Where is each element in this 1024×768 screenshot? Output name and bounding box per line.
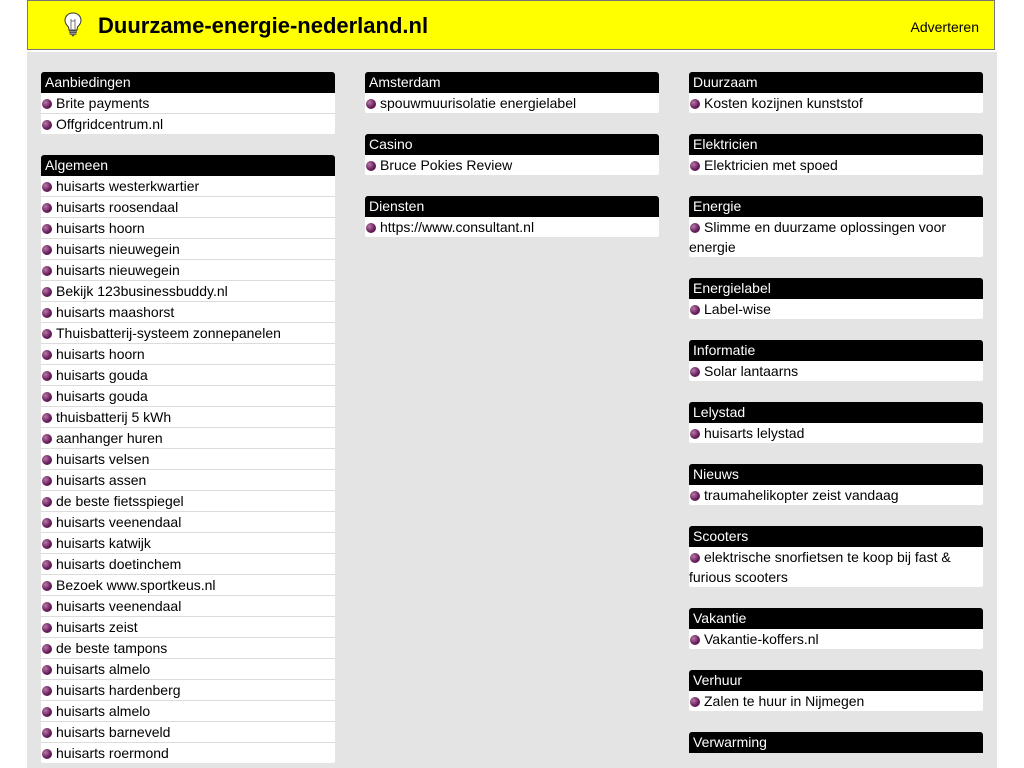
bullet-icon bbox=[366, 161, 376, 171]
bullet-icon bbox=[42, 707, 52, 717]
category-link-label: traumahelikopter zeist vandaag bbox=[704, 487, 899, 503]
category-link-list bbox=[689, 485, 983, 505]
category-link-list bbox=[689, 155, 983, 175]
category-link-label: huisarts roermond bbox=[56, 745, 169, 761]
category-link[interactable] bbox=[41, 428, 335, 449]
category-title: Duurzaam bbox=[689, 72, 983, 93]
category-link[interactable] bbox=[41, 218, 335, 239]
category-link-label: huisarts almelo bbox=[56, 661, 151, 677]
category-link-label: Thuisbatterij-systeem zonnepanelen bbox=[56, 325, 281, 341]
bullet-icon bbox=[690, 99, 700, 109]
category-link-label: elektrische snorfietsen te koop bij fast & furious scooters bbox=[689, 549, 951, 585]
main-content bbox=[27, 52, 997, 768]
category-box bbox=[41, 155, 335, 763]
category-link[interactable] bbox=[41, 533, 335, 554]
category-box bbox=[365, 72, 659, 113]
category-link[interactable] bbox=[41, 701, 335, 722]
category-title: Diensten bbox=[365, 196, 659, 217]
category-box bbox=[689, 732, 983, 753]
bullet-icon bbox=[42, 497, 52, 507]
category-link-label: Solar lantaarns bbox=[704, 363, 799, 379]
category-title: Vakantie bbox=[689, 608, 983, 629]
bullet-icon bbox=[366, 223, 376, 233]
bullet-icon bbox=[690, 305, 700, 315]
category-link[interactable] bbox=[689, 217, 983, 257]
category-link[interactable] bbox=[41, 365, 335, 386]
category-box bbox=[689, 670, 983, 711]
bullet-icon bbox=[42, 182, 52, 192]
category-link-list bbox=[689, 691, 983, 711]
category-link-label: huisarts doetinchem bbox=[56, 556, 182, 572]
category-link[interactable] bbox=[41, 239, 335, 260]
bullet-icon bbox=[42, 476, 52, 486]
category-link[interactable] bbox=[689, 361, 983, 381]
category-link[interactable] bbox=[689, 423, 983, 443]
category-link[interactable] bbox=[365, 93, 659, 113]
category-link-label: aanhanger huren bbox=[56, 430, 163, 446]
category-link-label: huisarts katwijk bbox=[56, 535, 151, 551]
category-link-label: huisarts zeist bbox=[56, 619, 138, 635]
category-link[interactable] bbox=[41, 512, 335, 533]
category-link[interactable] bbox=[41, 575, 335, 596]
category-title: Nieuws bbox=[689, 464, 983, 485]
category-link[interactable] bbox=[41, 659, 335, 680]
category-box bbox=[689, 340, 983, 381]
category-link[interactable] bbox=[41, 449, 335, 470]
category-link[interactable] bbox=[41, 114, 335, 134]
category-link-label: huisarts lelystad bbox=[704, 425, 805, 441]
category-link[interactable] bbox=[41, 197, 335, 218]
category-link-list bbox=[41, 93, 335, 134]
category-title: Amsterdam bbox=[365, 72, 659, 93]
category-box bbox=[689, 196, 983, 257]
category-link-label: huisarts roosendaal bbox=[56, 199, 179, 215]
category-box bbox=[365, 196, 659, 237]
category-title: Aanbiedingen bbox=[41, 72, 335, 93]
bullet-icon bbox=[42, 539, 52, 549]
category-link[interactable] bbox=[41, 281, 335, 302]
column-2 bbox=[365, 72, 659, 258]
bullet-icon bbox=[42, 455, 52, 465]
bullet-icon bbox=[42, 728, 52, 738]
category-link-label: huisarts gouda bbox=[56, 367, 148, 383]
bullet-icon bbox=[42, 434, 52, 444]
category-box bbox=[689, 278, 983, 319]
bullet-icon bbox=[42, 203, 52, 213]
category-link-label: huisarts gouda bbox=[56, 388, 148, 404]
category-link-label: Vakantie-koffers.nl bbox=[704, 631, 819, 647]
category-link[interactable] bbox=[689, 93, 983, 113]
category-link-list bbox=[365, 217, 659, 237]
category-link[interactable] bbox=[41, 260, 335, 281]
category-link-list bbox=[689, 93, 983, 113]
category-link-label: huisarts nieuwegein bbox=[56, 241, 180, 257]
category-link-label: de beste fietsspiegel bbox=[56, 493, 184, 509]
category-link[interactable] bbox=[689, 299, 983, 319]
category-link[interactable] bbox=[41, 344, 335, 365]
category-link-list bbox=[689, 299, 983, 319]
category-title: Elektricien bbox=[689, 134, 983, 155]
category-link[interactable] bbox=[365, 217, 659, 237]
category-title: Casino bbox=[365, 134, 659, 155]
category-title: Energie bbox=[689, 196, 983, 217]
category-box bbox=[365, 134, 659, 175]
category-link[interactable] bbox=[41, 323, 335, 344]
bullet-icon bbox=[42, 665, 52, 675]
bullet-icon bbox=[690, 429, 700, 439]
bullet-icon bbox=[690, 161, 700, 171]
bullet-icon bbox=[690, 697, 700, 707]
bullet-icon bbox=[42, 392, 52, 402]
lightbulb-icon[interactable] bbox=[62, 11, 84, 37]
category-link[interactable] bbox=[41, 491, 335, 512]
category-link-label: huisarts nieuwegein bbox=[56, 262, 180, 278]
category-link-label: https://www.consultant.nl bbox=[380, 219, 535, 235]
category-link-label: spouwmuurisolatie energielabel bbox=[380, 95, 577, 111]
category-link[interactable] bbox=[41, 176, 335, 197]
category-box bbox=[41, 72, 335, 134]
category-link-label: Bekijk 123businessbuddy.nl bbox=[56, 283, 228, 299]
category-link-list bbox=[689, 217, 983, 257]
bullet-icon bbox=[42, 266, 52, 276]
bullet-icon bbox=[42, 350, 52, 360]
bullet-icon bbox=[42, 120, 52, 130]
bullet-icon bbox=[42, 644, 52, 654]
category-link[interactable] bbox=[41, 407, 335, 428]
bullet-icon bbox=[42, 581, 52, 591]
bullet-icon bbox=[366, 99, 376, 109]
category-link[interactable] bbox=[41, 596, 335, 617]
category-link[interactable] bbox=[689, 691, 983, 711]
bullet-icon bbox=[42, 686, 52, 696]
bullet-icon bbox=[690, 635, 700, 645]
category-link[interactable] bbox=[41, 617, 335, 638]
bullet-icon bbox=[42, 371, 52, 381]
bullet-icon bbox=[42, 287, 52, 297]
category-link[interactable] bbox=[41, 302, 335, 323]
bullet-icon bbox=[42, 413, 52, 423]
category-link-label: Label-wise bbox=[704, 301, 771, 317]
category-link-label: huisarts maashorst bbox=[56, 304, 175, 320]
bullet-icon bbox=[42, 329, 52, 339]
category-link-label: huisarts velsen bbox=[56, 451, 150, 467]
site-header bbox=[27, 0, 995, 50]
bullet-icon bbox=[42, 749, 52, 759]
category-link-list bbox=[689, 423, 983, 443]
bullet-icon bbox=[42, 518, 52, 528]
category-link-label: huisarts hardenberg bbox=[56, 682, 181, 698]
category-link-label: Zalen te huur in Nijmegen bbox=[704, 693, 865, 709]
category-title: Lelystad bbox=[689, 402, 983, 423]
category-title: Scooters bbox=[689, 526, 983, 547]
site-title-link[interactable]: Duurzame-energie-nederland.nl bbox=[98, 13, 429, 38]
category-link-label: Elektricien met spoed bbox=[704, 157, 838, 173]
category-link-label: huisarts almelo bbox=[56, 703, 151, 719]
category-box bbox=[689, 526, 983, 587]
bullet-icon bbox=[690, 553, 700, 563]
category-box bbox=[689, 402, 983, 443]
column-1 bbox=[41, 72, 335, 768]
bullet-icon bbox=[42, 245, 52, 255]
category-link-label: Brite payments bbox=[56, 95, 150, 111]
bullet-icon bbox=[42, 623, 52, 633]
category-link-label: Bruce Pokies Review bbox=[380, 157, 513, 173]
category-link-label: Slimme en duurzame oplossingen voor energie bbox=[689, 219, 947, 255]
advertise-link[interactable]: Adverteren bbox=[910, 19, 979, 35]
category-link[interactable] bbox=[41, 470, 335, 491]
category-link-list bbox=[689, 361, 983, 381]
category-link-label: huisarts barneveld bbox=[56, 724, 171, 740]
category-link-list bbox=[41, 176, 335, 763]
category-link[interactable] bbox=[689, 547, 983, 587]
category-link-label: Bezoek www.sportkeus.nl bbox=[56, 577, 216, 593]
category-link[interactable] bbox=[41, 638, 335, 659]
bullet-icon bbox=[42, 602, 52, 612]
category-link-label: huisarts assen bbox=[56, 472, 147, 488]
category-box bbox=[689, 134, 983, 175]
category-title: Algemeen bbox=[41, 155, 335, 176]
category-link-label: Offgridcentrum.nl bbox=[56, 116, 164, 132]
category-link[interactable] bbox=[41, 93, 335, 114]
category-link[interactable] bbox=[41, 554, 335, 575]
category-link-list bbox=[689, 547, 983, 587]
category-link-list bbox=[365, 93, 659, 113]
category-link[interactable] bbox=[41, 680, 335, 701]
bullet-icon bbox=[42, 224, 52, 234]
bullet-icon bbox=[42, 560, 52, 570]
category-title: Verwarming bbox=[689, 732, 983, 753]
bullet-icon bbox=[690, 367, 700, 377]
category-link[interactable] bbox=[41, 722, 335, 743]
category-link-label: de beste tampons bbox=[56, 640, 168, 656]
category-box bbox=[689, 608, 983, 649]
category-link[interactable] bbox=[365, 155, 659, 175]
category-title: Verhuur bbox=[689, 670, 983, 691]
category-link-label: huisarts veenendaal bbox=[56, 598, 182, 614]
category-title: Energielabel bbox=[689, 278, 983, 299]
bullet-icon bbox=[690, 223, 700, 233]
category-link[interactable] bbox=[689, 629, 983, 649]
category-title: Informatie bbox=[689, 340, 983, 361]
bullet-icon bbox=[42, 308, 52, 318]
category-link-label: huisarts veenendaal bbox=[56, 514, 182, 530]
category-link-label: huisarts hoorn bbox=[56, 346, 145, 362]
category-link[interactable] bbox=[689, 155, 983, 175]
category-link[interactable] bbox=[689, 485, 983, 505]
category-link[interactable] bbox=[41, 386, 335, 407]
category-box bbox=[689, 72, 983, 113]
category-link-list bbox=[689, 629, 983, 649]
category-link-list bbox=[365, 155, 659, 175]
bullet-icon bbox=[42, 99, 52, 109]
category-box bbox=[689, 464, 983, 505]
category-link-label: huisarts westerkwartier bbox=[56, 178, 200, 194]
category-link-label: thuisbatterij 5 kWh bbox=[56, 409, 172, 425]
column-3 bbox=[689, 72, 983, 768]
category-link-label: huisarts hoorn bbox=[56, 220, 145, 236]
category-link-label: Kosten kozijnen kunststof bbox=[704, 95, 863, 111]
bullet-icon bbox=[690, 491, 700, 501]
category-link[interactable] bbox=[41, 743, 335, 763]
